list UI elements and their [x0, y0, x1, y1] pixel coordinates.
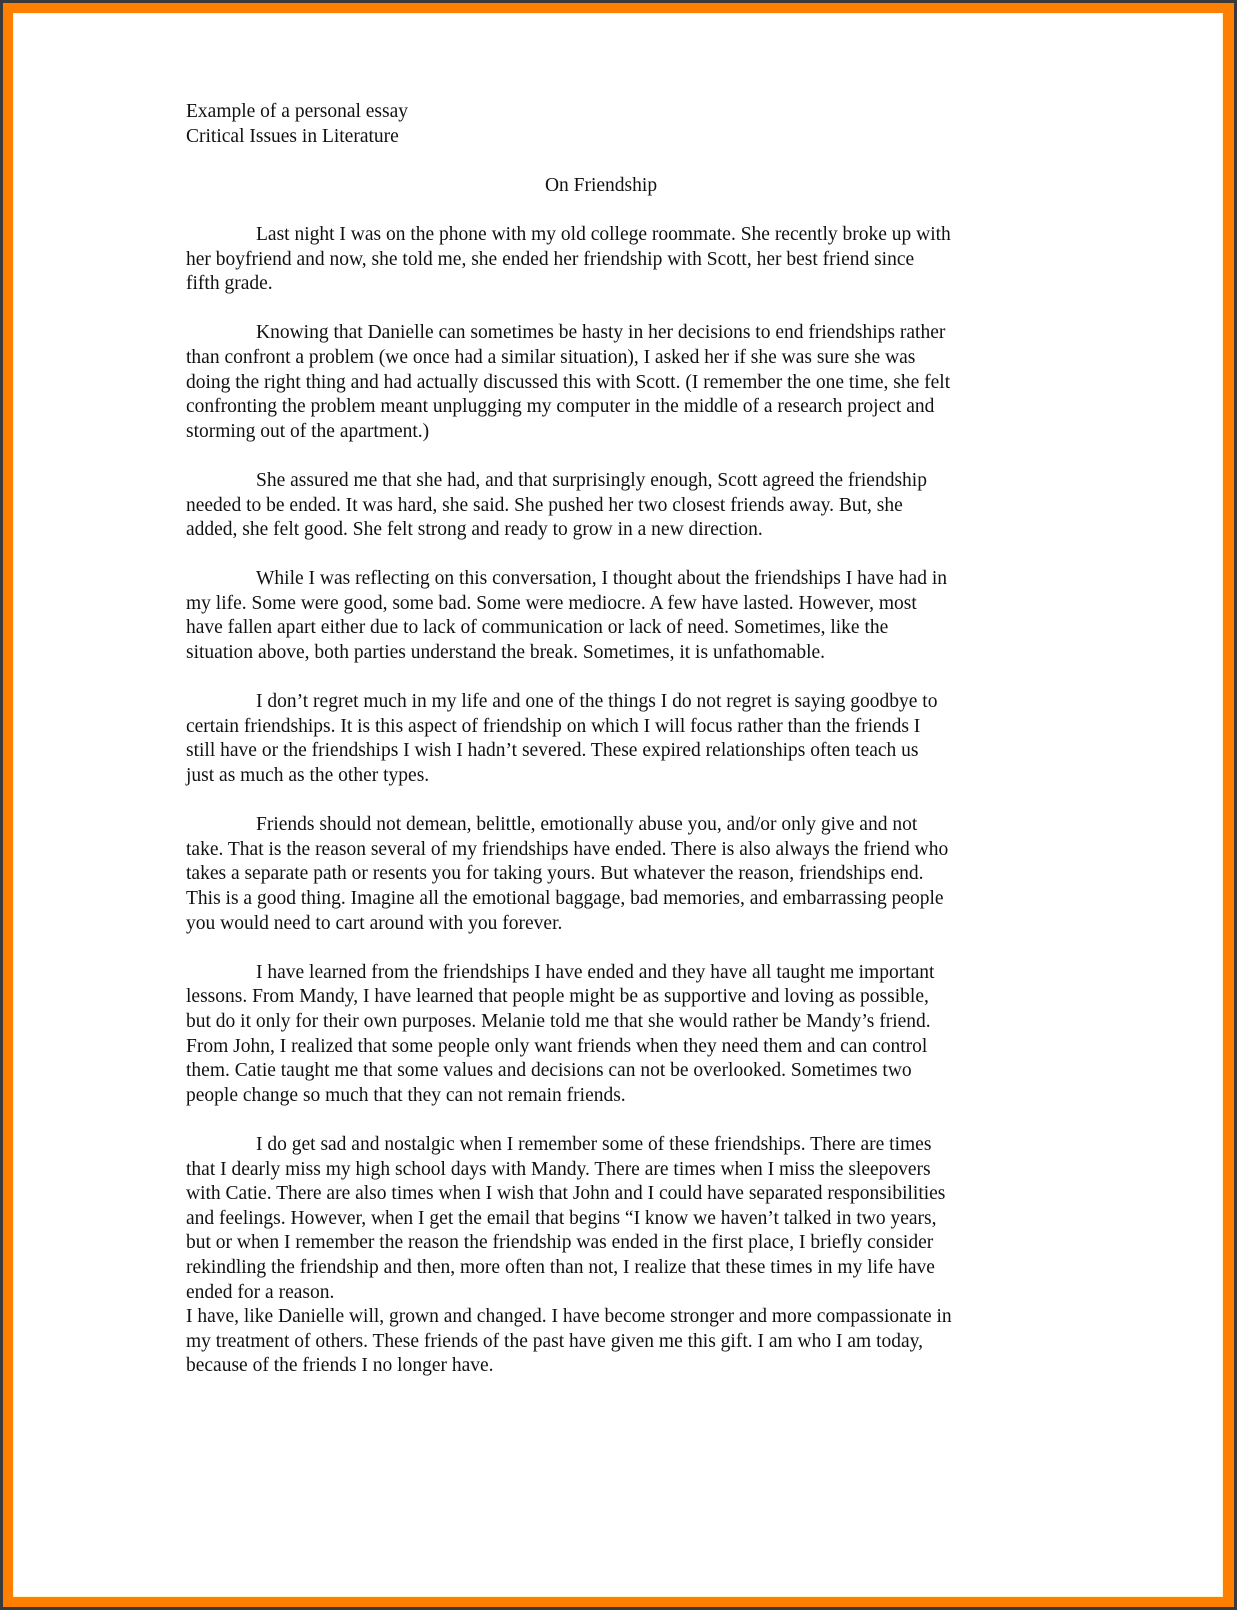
- paragraph-line: just as much as the other types.: [186, 765, 430, 787]
- paragraph-line: still have or the friendships I wish I hadn’t severed. These expired relationships often teach us: [186, 740, 919, 762]
- paragraph-line: Friends should not demean, belittle, emotionally abuse you, and/or only give and not: [256, 814, 918, 836]
- paragraph-line: While I was reflecting on this conversation, I thought about the friendships I have had in: [256, 568, 947, 590]
- paragraph-line: take. That is the reason several of my friendships have ended. There is also always the friend who: [186, 838, 949, 860]
- paragraph-line: ended for a reason.: [186, 1281, 335, 1303]
- paragraph-line: them. Catie taught me that some values and decisions can not be overlooked. Sometimes two: [186, 1060, 912, 1082]
- paragraph-line: I don’t regret much in my life and one of the things I do not regret is saying goodbye to: [256, 691, 938, 713]
- paragraph-line: storming out of the apartment.): [186, 420, 430, 442]
- paragraph-1: [186, 223, 1066, 297]
- header-line-course-name: Critical Issues in Literature: [186, 125, 399, 147]
- header-line-course-type: Example of a personal essay: [186, 101, 409, 122]
- paragraph-line: This is a good thing. Imagine all the emotional baggage, bad memories, and embarrassing people: [186, 888, 944, 909]
- paragraph-9-conclusion: [186, 1305, 1066, 1379]
- paragraph-line: certain friendships. It is this aspect of friendship on which I will focus rather than the friends I: [186, 715, 921, 737]
- paragraph-line: rekindling the friendship and then, more often than not, I realize that these times in my life have: [186, 1256, 935, 1278]
- paragraph-5: [186, 690, 1066, 788]
- paragraph-4: [186, 567, 1066, 665]
- paragraph-line: situation above, both parties understand the break. Sometimes, it is unfathomable.: [186, 642, 826, 664]
- paragraph-line: I have, like Danielle will, grown and changed. I have become stronger and more compassionate in: [186, 1306, 952, 1328]
- paragraph-line: needed to be ended. It was hard, she said. She pushed her two closest friends away. But, she: [186, 494, 903, 516]
- paragraph-line: doing the right thing and had actually discussed this with Scott. (I remember the one time, she felt: [186, 371, 951, 393]
- paragraph-8: [186, 1133, 1066, 1305]
- essay-title: On Friendship: [544, 174, 658, 196]
- paragraph-line: my life. Some were good, some bad. Some were mediocre. A few have lasted. However, most: [186, 592, 917, 614]
- paragraph-line: and feelings. However, when I get the email that begins “I know we haven’t talked in two years,: [186, 1207, 937, 1229]
- paragraph-line: than confront a problem (we once had a similar situation), I asked her if she was sure she was: [186, 346, 916, 368]
- paragraph-line: people change so much that they can not remain friends.: [186, 1084, 626, 1106]
- essay-document: [186, 100, 1066, 1379]
- paragraph-line: takes a separate path or resents you for taking yours. But whatever the reason, friendships end.: [186, 863, 924, 885]
- paragraph-line: Last night I was on the phone with my old college roommate. She recently broke up with: [256, 223, 951, 245]
- paragraph-line: Knowing that Danielle can sometimes be hasty in her decisions to end friendships rather: [256, 322, 946, 344]
- paragraph-line: added, she felt good. She felt strong and ready to grow in a new direction.: [186, 519, 763, 541]
- document-header: [186, 100, 1066, 149]
- paragraph-line: have fallen apart either due to lack of communication or lack of need. Sometimes, like the: [186, 617, 889, 639]
- paragraph-line: with Catie. There are also times when I wish that John and I could have separated responsibilities: [186, 1183, 946, 1205]
- paragraph-line: She assured me that she had, and that surprisingly enough, Scott agreed the friendship: [256, 469, 927, 491]
- paragraph-2: [186, 321, 1066, 444]
- paragraph-line: my treatment of others. These friends of the past have given me this gift. I am who I am today,: [186, 1330, 924, 1352]
- paragraph-line: From John, I realized that some people only want friends when they need them and can control: [186, 1035, 928, 1057]
- paragraph-line: but or when I remember the reason the friendship was ended in the first place, I briefly consider: [186, 1232, 934, 1254]
- paragraph-line: I do get sad and nostalgic when I remember some of these friendships. There are times: [256, 1133, 932, 1155]
- paragraph-line: you would need to cart around with you forever.: [186, 912, 563, 934]
- paragraph-line: because of the friends I no longer have.: [186, 1355, 494, 1377]
- paragraph-3: [186, 469, 1066, 543]
- document-page: [13, 13, 1223, 1597]
- paragraph-line: fifth grade.: [186, 273, 273, 295]
- paragraph-line: her boyfriend and now, she told me, she ended her friendship with Scott, her best friend since: [186, 248, 915, 270]
- paragraph-line: but do it only for their own purposes. Melanie told me that she would rather be Mandy’s friend.: [186, 1010, 931, 1032]
- paragraph-7: [186, 961, 1066, 1109]
- paragraph-line: lessons. From Mandy, I have learned that people might be as supportive and loving as possible,: [186, 986, 929, 1008]
- paragraph-6: [186, 813, 1066, 936]
- paragraph-line: confronting the problem meant unplugging my computer in the middle of a research project and: [186, 396, 935, 418]
- paragraph-line: I have learned from the friendships I have ended and they have all taught me important: [256, 961, 935, 983]
- paragraph-line: that I dearly miss my high school days with Mandy. There are times when I miss the sleepovers: [186, 1158, 931, 1180]
